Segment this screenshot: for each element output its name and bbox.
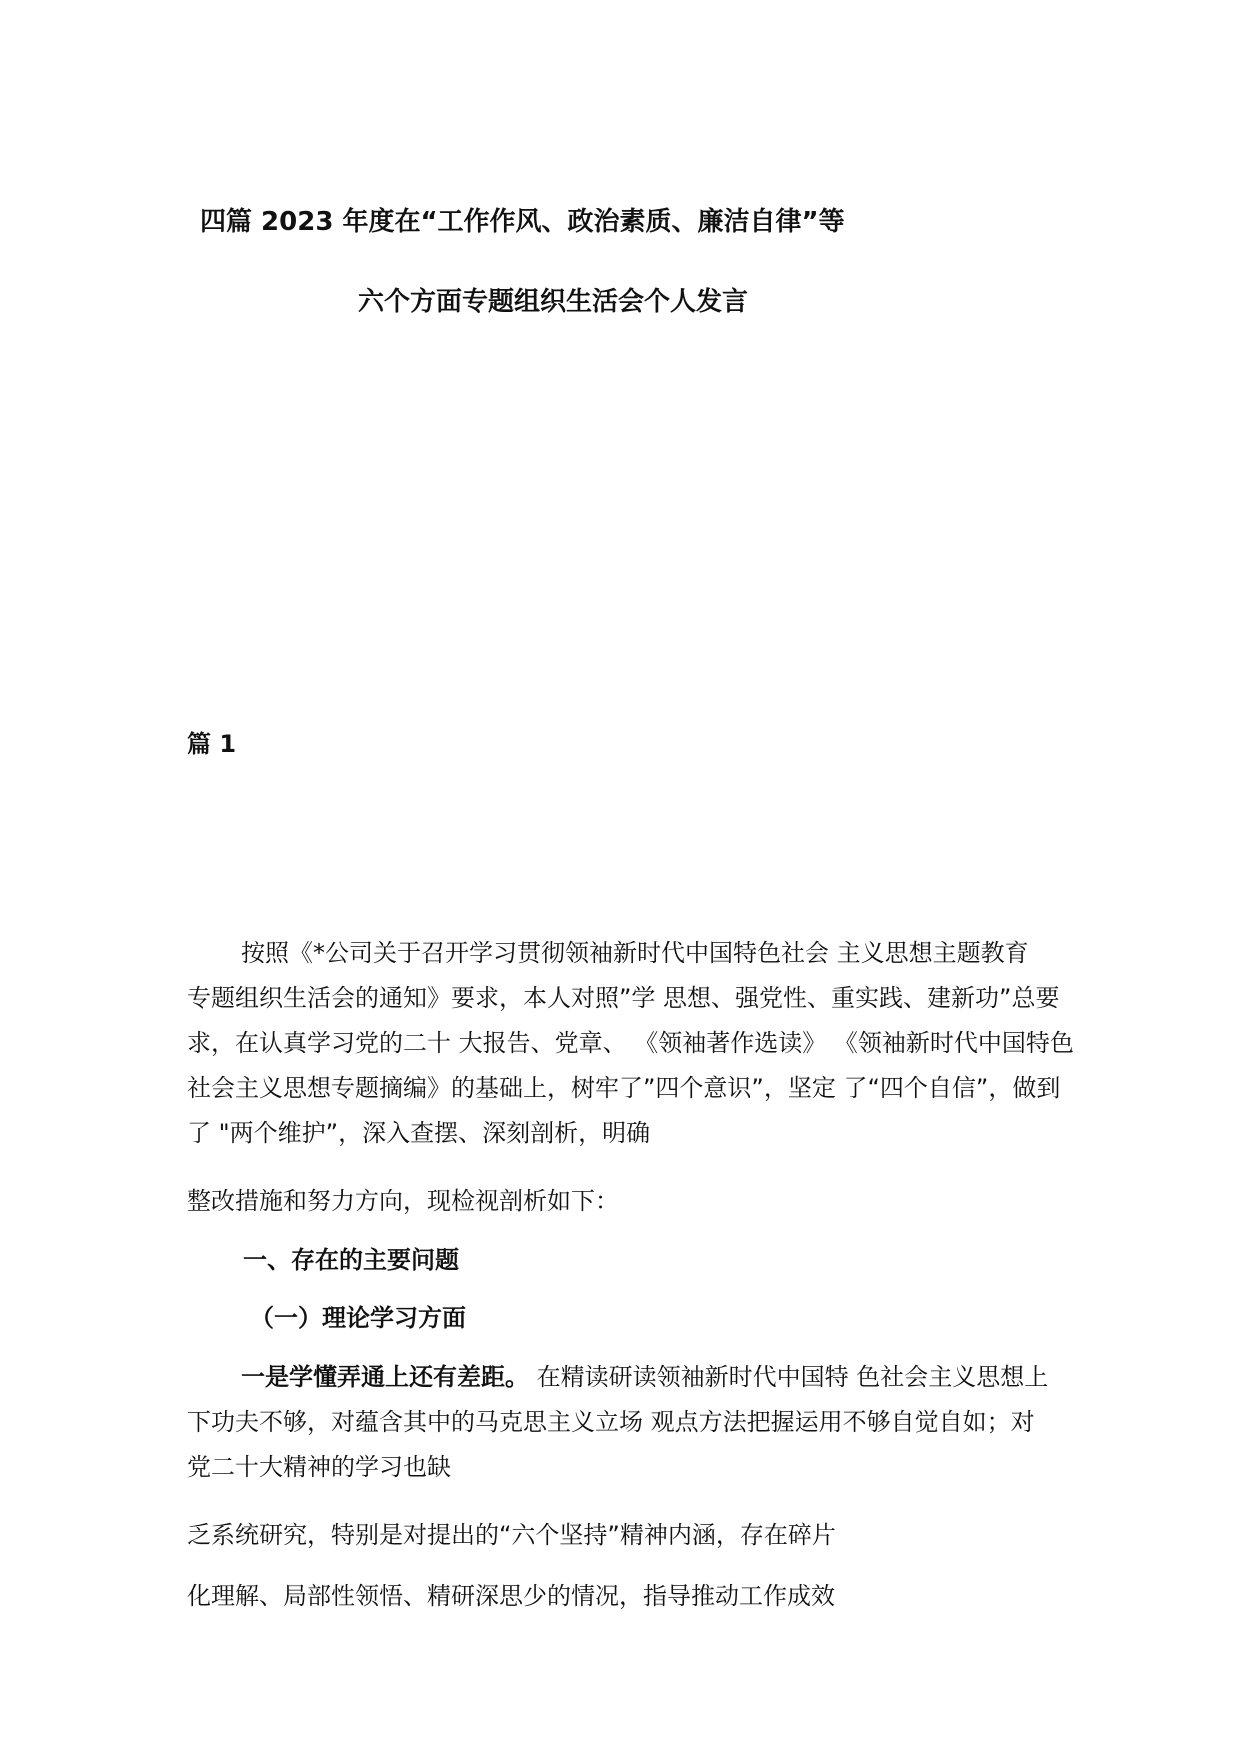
point-1-line-3: 党二十大精神的学习也缺 [187, 1453, 451, 1481]
point-1-line-2: 下功夫不够，对蕴含其中的马克思主义立场 观点方法把握运用不够自觉自如；对 [187, 1408, 1035, 1436]
document-title-line-2: 六个方面专题组织生活会个人发言 [358, 287, 749, 317]
point-1-tail-line-1: 乏系统研究，特别是对提出的“六个坚持”精神内涵，存在碎片 [187, 1521, 836, 1549]
intro-line-3: 求，在认真学习党的二十 大报告、党章、 《领袖著作选读》 《领袖新时代中国特色 [187, 1029, 1074, 1057]
section-heading: 一、存在的主要问题 [243, 1246, 459, 1274]
subsection-heading: （一）理论学习方面 [250, 1304, 466, 1332]
intro-line-4: 社会主义思想专题摘编》的基础上，树牢了”四个意识”，坚定 了“四个自信”，做到 [187, 1074, 1061, 1102]
point-1-lead: 一是学懂弄通上还有差距。 [241, 1363, 529, 1391]
point-1-first-line [241, 1361, 1048, 1393]
intro-line-2: 专题组织生活会的通知》要求，本人对照”学 思想、强党性、重实践、建新功”总要 [187, 984, 1060, 1012]
intro-tail: 整改措施和努力方向，现检视剖析如下： [187, 1187, 619, 1215]
chapter-label: 篇 1 [187, 730, 237, 758]
point-1-line-1: 在精读研读领袖新时代中国特 色社会主义思想上 [529, 1363, 1049, 1391]
point-1-tail-line-2: 化理解、局部性领悟、精研深思少的情况，指导推动工作成效 [187, 1582, 835, 1610]
intro-line-1: 按照《*公司关于召开学习贯彻领袖新时代中国特色社会 主义思想主题教育 [241, 939, 1029, 967]
intro-line-5: 了 "两个维护”，深入查摆、深刻剖析，明确 [187, 1119, 651, 1147]
document-title-line-1: 四篇 2023 年度在“工作作风、政治素质、廉洁自律”等 [200, 207, 845, 237]
